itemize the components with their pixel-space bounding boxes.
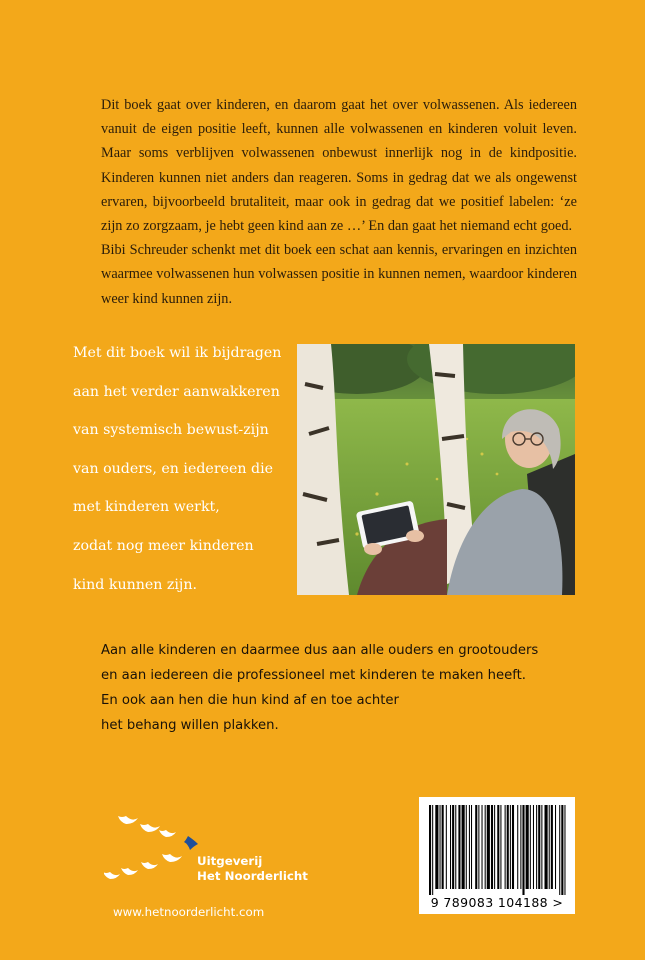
barcode-bar [533, 805, 534, 889]
dedication-line: het behang willen plakken. [101, 718, 279, 733]
barcode-bar [452, 805, 454, 889]
quote-line: van systemisch bewust-zijn [73, 422, 269, 439]
author-photo [297, 344, 575, 595]
barcode-bar [549, 805, 550, 889]
isbn-barcode [419, 797, 575, 914]
barcode-bar [435, 805, 438, 889]
dedication-line: en aan iedereen die professioneel met kinderen te maken heeft. [101, 668, 526, 683]
barcode-bar [469, 805, 470, 889]
publisher-line-2: Het Noorderlicht [197, 869, 308, 883]
barcode-bar [450, 805, 451, 889]
dedication-line: En ook aan hen die hun kind af en toe achter [101, 693, 399, 708]
barcode-bar [478, 805, 479, 889]
barcode-bar [555, 805, 556, 889]
barcode-bar [458, 805, 460, 889]
blurb-paragraph-2: Bibi Schreuder schenkt met dit boek een schat aan kennis, ervaringen en inzichten waarmee volwassenen hun volwassen positie in kunnen nemen, waardoor kinderen weer kind kunnen zijn. [101, 242, 577, 307]
barcode-bar [429, 805, 431, 895]
barcode-bar [462, 805, 465, 889]
author-photo-illustration [297, 344, 575, 595]
barcode-bar [541, 805, 542, 889]
barcode-bar [475, 805, 477, 889]
barcode-bar [520, 805, 521, 889]
barcode-bar [491, 805, 493, 889]
barcode-bar [487, 805, 490, 889]
barcode-bar [432, 805, 433, 895]
barcode-bar [485, 805, 486, 889]
barcode-bar [446, 805, 447, 889]
barcode-bar [512, 805, 514, 889]
barcode-bar [564, 805, 565, 895]
barcode-bar [510, 805, 511, 889]
barcode-bar [559, 805, 560, 895]
barcode-bar [536, 805, 537, 889]
dedication-line: Aan alle kinderen en daarmee dus aan alle ouders en grootouders [101, 643, 539, 658]
barcode-bar [538, 805, 540, 889]
barcode-bar [440, 805, 441, 889]
barcode-bar [507, 805, 509, 889]
blurb-paragraph-1: Dit boek gaat over kinderen, en daarom gaat het over volwassenen. Als iedereen vanuit de eigen positie leeft, kunnen alle volwassenen en kinderen voluit leven. Maar soms verblijven volwassenen onbewust innerlijk nog in de kindpositie. Kinderen kunnen niet anders dan reageren. Soms in gedrag dat we als ongewenst ervaren, bijvoorbeeld brutaliteit, maar ook in gedrag dat we positief labelen: ‘ze zijn zo zorgzaam, je hebt geen kind aan ze …’ En dan gaat het niemand echt goed. [101, 97, 577, 235]
publisher-name [197, 854, 308, 884]
barcode-bar [517, 805, 518, 889]
back-cover-blurb [101, 93, 577, 311]
barcode-bar [526, 805, 529, 889]
barcode-bar [482, 805, 483, 889]
barcode-bar [551, 805, 553, 889]
quote-line: zodat nog meer kinderen [73, 537, 254, 554]
isbn-number: 9 789083 104188 > [430, 895, 564, 910]
barcode-bar [500, 805, 501, 889]
barcode-bar [466, 805, 467, 889]
barcode-bar [522, 805, 524, 895]
barcode-bar [442, 805, 444, 889]
publisher-line-1: Uitgeverij [197, 854, 263, 868]
barcode-bar [471, 805, 472, 889]
barcode-bar [530, 805, 531, 889]
barcode-bar [455, 805, 456, 889]
quote-line: aan het verder aanwakkeren [73, 383, 280, 400]
quote-line: Met dit boek wil ik bijdragen [73, 345, 282, 361]
quote-line: met kinderen werkt, [73, 499, 220, 516]
quote-line: van ouders, en iedereen die [73, 460, 274, 477]
publisher-url: www.hetnoorderlicht.com [113, 905, 265, 919]
quote-line: kind kunnen zijn. [73, 576, 197, 593]
barcode-bar [545, 805, 548, 889]
dedication [101, 638, 571, 738]
barcode-bars [419, 797, 575, 897]
barcode-bar [561, 805, 563, 895]
barcode-bar [494, 805, 495, 889]
author-quote [73, 343, 298, 613]
barcode-bar [497, 805, 499, 889]
barcode-bar [505, 805, 506, 889]
